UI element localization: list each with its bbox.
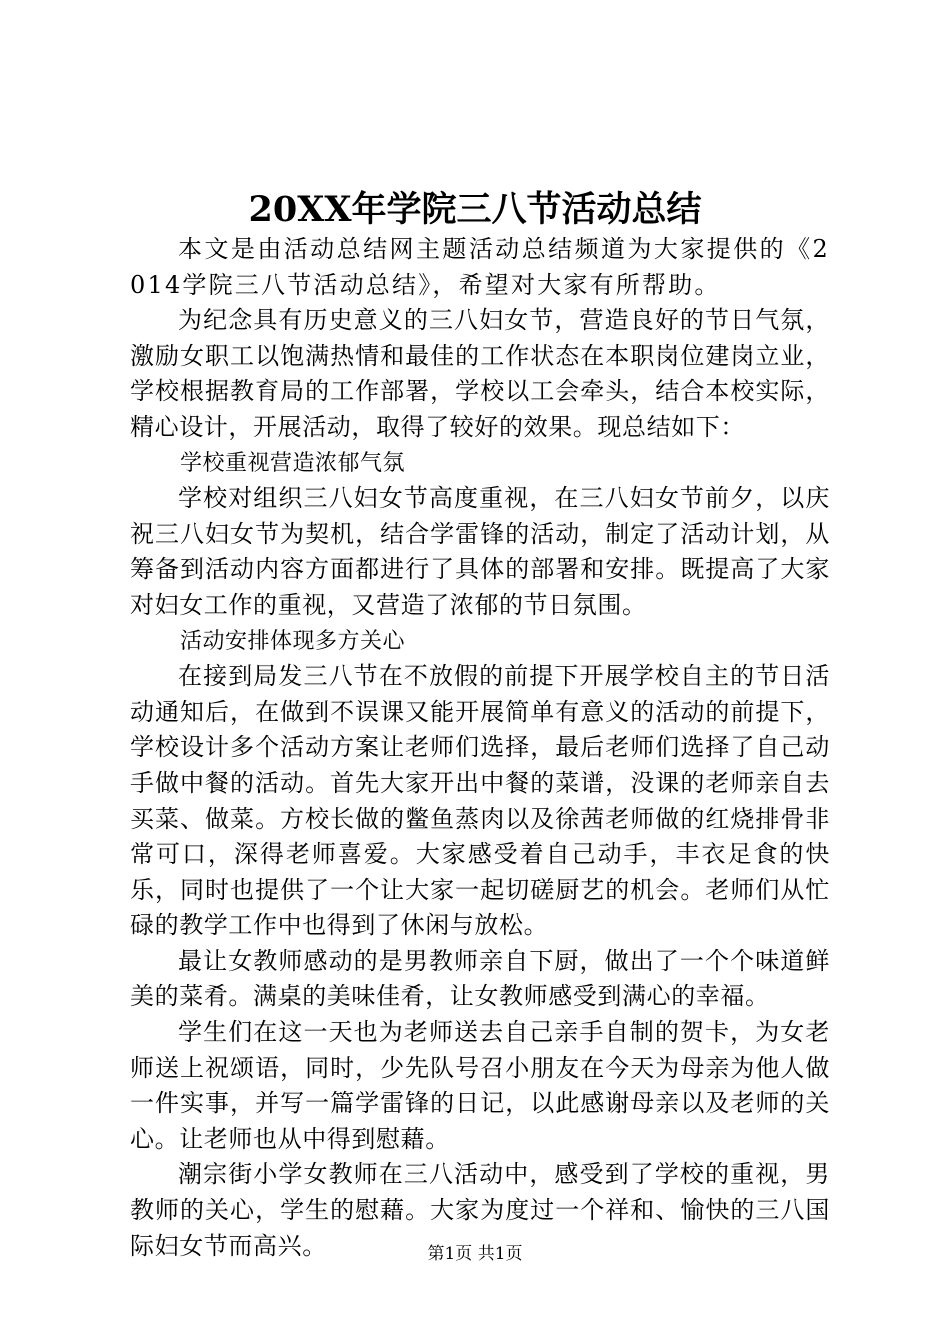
body-paragraph-5: 学生们在这一天也为老师送去自己亲手自制的贺卡，为女老师送上祝颂语，同时，少先队号召小朋友在今天为母亲为他人做一件实事，并写一篇学雷锋的日记，以此感谢母亲以及老师的关心。让老师也从中得到慰藉。 xyxy=(130,1018,830,1153)
document-body xyxy=(130,232,830,1264)
page-title: 20XX年学院三八节活动总结 xyxy=(248,189,702,230)
page-footer: 第1页 共1页 xyxy=(427,1244,523,1264)
section-heading-2: 活动安排体现多方关心 xyxy=(180,628,406,654)
body-paragraph-4: 最让女教师感动的是男教师亲自下厨，做出了一个个味道鲜美的菜肴。满桌的美味佳肴，让女教师感受到满心的幸福。 xyxy=(130,946,830,1011)
body-paragraph-1: 为纪念具有历史意义的三八妇女节，营造良好的节日气氛，激励女职工以饱满热情和最佳的工作状态在本职岗位建岗立业，学校根据教育局的工作部署，学校以工会牵头，结合本校实际，精心设计，开展活动，取得了较好的效果。现总结如下： xyxy=(130,306,830,441)
body-paragraph-6: 潮宗街小学女教师在三八活动中，感受到了学校的重视，男教师的关心，学生的慰藉。大家为度过一个祥和、愉快的三八国际妇女节而高兴。 xyxy=(130,1160,830,1260)
body-paragraph-3: 在接到局发三八节在不放假的前提下开展学校自主的节日活动通知后，在做到不误课又能开展简单有意义的活动的前提下，学校设计多个活动方案让老师们选择，最后老师们选择了自己动手做中餐的活动。首先大家开出中餐的菜谱，没课的老师亲自去买菜、做菜。方校长做的鳖鱼蒸肉以及徐茜老师做的红烧排骨非常可口，深得老师喜爱。大家感受着自己动手，丰衣足食的快乐，同时也提供了一个让大家一起切磋厨艺的机会。老师们从忙碌的教学工作中也得到了休闲与放松。 xyxy=(130,662,830,940)
section-heading-1: 学校重视营造浓郁气氛 xyxy=(180,450,406,476)
body-paragraph-2: 学校对组织三八妇女节高度重视，在三八妇女节前夕，以庆祝三八妇女节为契机，结合学雷锋的活动，制定了活动计划，从筹备到活动内容方面都进行了具体的部署和安排。既提高了大家对妇女工作的重视，又营造了浓郁的节日氛围。 xyxy=(130,484,830,619)
intro-paragraph: 本文是由活动总结网主题活动总结频道为大家提供的《2014学院三八节活动总结》，希望对大家有所帮助。 xyxy=(130,235,830,299)
